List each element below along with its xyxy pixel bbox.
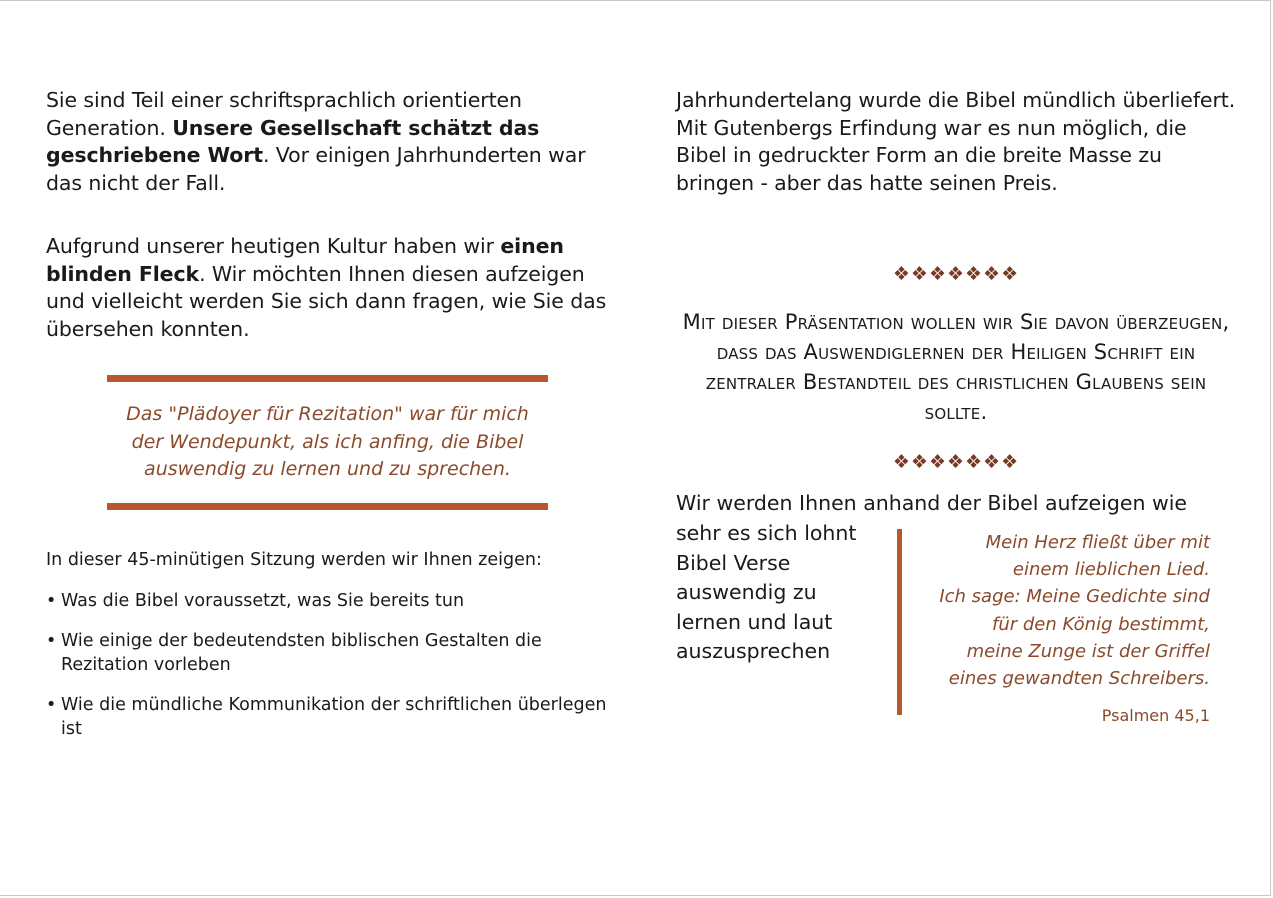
list-item-text: Was die Bibel voraussetzt, was Sie bereits tun — [61, 591, 465, 611]
list-item-text: Wie die mündliche Kommunikation der schriftlichen überlegen ist — [61, 694, 607, 739]
pull-quote-bottom-rule — [107, 503, 548, 510]
psalm-quote — [912, 529, 1210, 692]
bold-emphasis: Unsere Gesellschaft schätzt das geschriebene Wort — [46, 115, 540, 167]
text-span: Aufgrund unserer heutigen Kultur haben wir — [46, 234, 501, 258]
ornament-divider: ❖❖❖❖❖❖❖ — [892, 451, 1020, 473]
text-span: . Wir möchten Ihnen diesen aufzeigen und vielleicht werden Sie sich dann fragen, wie Sie das übersehen konnten. — [46, 261, 607, 341]
left-column — [46, 87, 611, 757]
bold-emphasis: einen blinden Fleck — [46, 234, 564, 286]
psalm-reference: Psalmen 45,1 — [1101, 706, 1210, 725]
intro-paragraph — [46, 87, 611, 197]
list-item — [46, 629, 611, 678]
psalm-line: Ich sage: Meine Gedichte sind — [939, 586, 1210, 608]
list-item-text: Wie einige der bedeutendsten biblischen Gestalten die Rezitation vorleben — [61, 630, 542, 675]
psalm-line: für den König bestimmt, — [991, 613, 1210, 635]
psalm-line: eines gewandten Schreibers. — [948, 668, 1210, 690]
pull-quote-text: Das "Plädoyer für Rezitation" war für mich der Wendepunkt, als ich anfing, die Bibel auswendig zu lernen und zu sprechen. — [126, 403, 529, 480]
bullet-dot: • — [46, 630, 57, 651]
list-item — [46, 589, 611, 614]
benefit-lead-line: Wir werden Ihnen anhand der Bibel aufzeigen wie — [676, 491, 1188, 515]
pull-quote — [107, 375, 548, 510]
psalm-line: einem lieblichen Lied. — [1012, 559, 1210, 581]
history-paragraph: Jahrhundertelang wurde die Bibel mündlich überliefert. Mit Gutenbergs Erfindung war es nun möglich, die Bibel in gedruckter Form an die breite Masse zu bringen - aber das hatte seinen Preis. — [676, 88, 1236, 195]
list-item — [46, 693, 611, 742]
psalm-line: Mein Herz fließt über mit — [985, 532, 1210, 553]
bullet-list — [46, 589, 611, 742]
text-span: Sie sind Teil einer schriftsprachlich orientierten Generation. — [46, 88, 522, 140]
right-column — [676, 87, 1236, 725]
session-intro: In dieser 45-minütigen Sitzung werden wir Ihnen zeigen: — [46, 549, 542, 570]
benefit-and-psalm — [676, 517, 1236, 725]
bullet-dot: • — [46, 591, 57, 611]
mission-statement: Mit dieser Präsentation wollen wir Sie davon überzeugen, dass das Auswendiglernen der Heiligen Schrift ein zentraler Bestandteil des christlichen Glaubens sein sollte. — [682, 310, 1230, 424]
ornament-divider: ❖❖❖❖❖❖❖ — [892, 263, 1020, 285]
psalm-quote-bar — [897, 529, 902, 715]
pull-quote-top-rule — [107, 375, 548, 382]
psalm-line: meine Zunge ist der Griffel — [966, 640, 1210, 662]
benefit-text: sehr es sich lohnt Bibel Verse auswendig zu lernen und laut auszusprechen — [676, 521, 857, 663]
bullet-dot: • — [46, 694, 57, 715]
blind-spot-paragraph — [46, 233, 611, 343]
text-span: . Vor einigen Jahrhunderten war das nicht der Fall. — [46, 143, 586, 195]
